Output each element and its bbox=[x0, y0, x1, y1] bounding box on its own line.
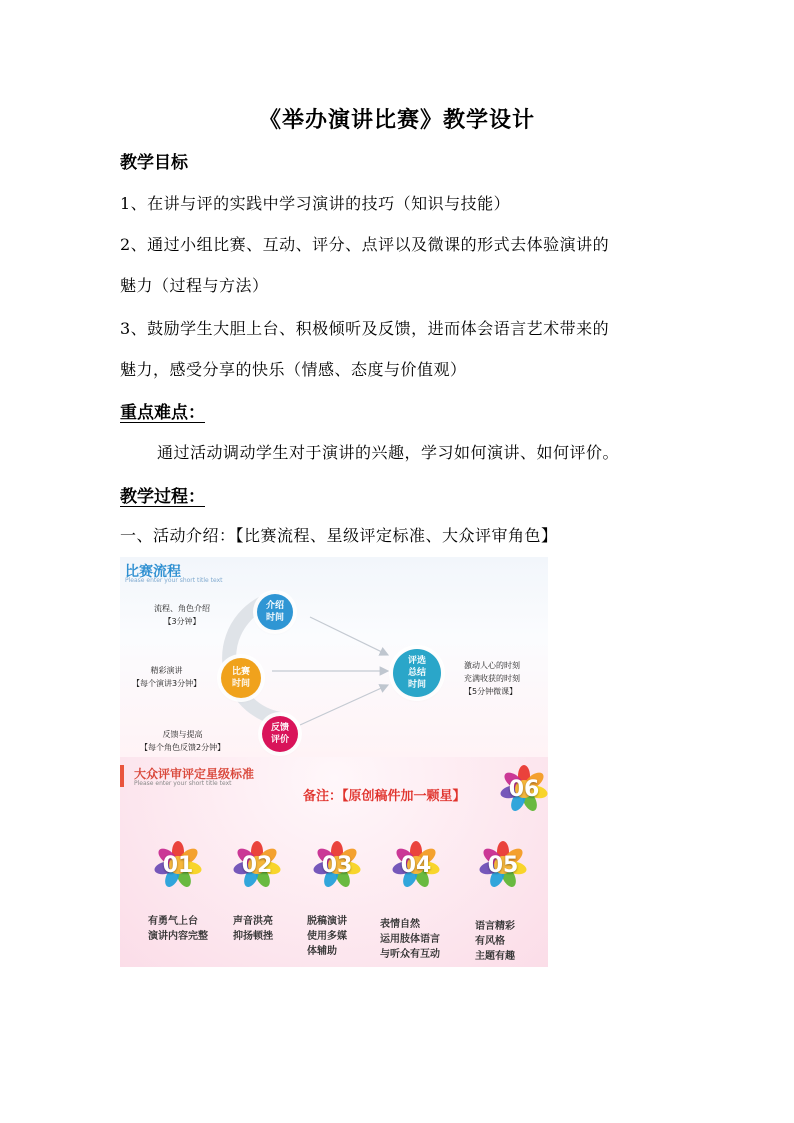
goal-line-3: 魅力（过程与方法） bbox=[120, 276, 269, 295]
goal-line-4: 3、鼓励学生大胆上台、积极倾听及反馈，进而体会语言艺术带来的 bbox=[120, 319, 610, 338]
goals-heading: 教学目标 bbox=[120, 153, 188, 173]
flow-figure-subtitle: Please enter your short title text bbox=[125, 577, 223, 584]
match-node: 比赛 时间 bbox=[221, 658, 261, 698]
flower-number: 05 bbox=[487, 852, 519, 878]
flower-icon-05 bbox=[479, 841, 527, 889]
flower-number: 04 bbox=[400, 852, 432, 878]
goal-line-5: 魅力，感受分享的快乐（情感、态度与价值观） bbox=[120, 360, 467, 379]
standard-text-01: 有勇气上台 演讲内容完整 bbox=[148, 916, 208, 942]
arrow-intro bbox=[310, 617, 388, 655]
match-label: 精彩演讲 【每个演讲3分钟】 bbox=[132, 666, 202, 688]
summary-node: 评选 总结 时间 bbox=[393, 649, 441, 697]
key-points-heading: 重点难点： bbox=[120, 403, 205, 423]
flower-number: 03 bbox=[321, 852, 353, 878]
star-figure-title: 大众评审评定星级标准 bbox=[134, 767, 255, 781]
flower-number: 06 bbox=[508, 776, 540, 802]
flow-figure bbox=[120, 557, 548, 757]
intro-label: 流程、角色介绍 【3分钟】 bbox=[154, 604, 210, 626]
standard-text-02: 声音洪亮 抑扬顿挫 bbox=[233, 916, 273, 942]
title-accent-bar bbox=[120, 765, 124, 787]
flower-icon-06 bbox=[500, 765, 548, 813]
process-heading: 教学过程： bbox=[120, 487, 205, 507]
star-figure bbox=[120, 757, 548, 967]
process-intro: 一、活动介绍：【比赛流程、星级评定标准、大众评审角色】 bbox=[120, 526, 558, 545]
flower-icon-04 bbox=[392, 841, 440, 889]
intro-node: 介绍 时间 bbox=[257, 594, 293, 630]
flower-icon-01 bbox=[154, 841, 202, 889]
goal-line-1: 1、在讲与评的实践中学习演讲的技巧（知识与技能） bbox=[120, 194, 511, 213]
flower-number: 02 bbox=[241, 852, 273, 878]
key-points-text: 通过活动调动学生对于演讲的兴趣，学习如何演讲、如何评价。 bbox=[157, 443, 620, 462]
flower-number: 01 bbox=[162, 852, 194, 878]
arrow-feedback bbox=[300, 685, 388, 725]
flow-arrows bbox=[120, 557, 548, 757]
summary-label: 激动人心的时刻 充满收获的时刻 【5分钟微课】 bbox=[464, 661, 520, 696]
goal-line-2: 2、通过小组比赛、互动、评分、点评以及微课的形式去体验演讲的 bbox=[120, 235, 610, 254]
feedback-node: 反馈 评价 bbox=[262, 716, 298, 752]
flower-icon-03 bbox=[313, 841, 361, 889]
star-figure-subtitle: Please enter your short title text bbox=[134, 780, 232, 787]
document-title: 《举办演讲比赛》教学设计 bbox=[258, 107, 535, 133]
bonus-note: 备注：【原创稿件加一颗星】 bbox=[303, 789, 466, 804]
flower-icon-02 bbox=[233, 841, 281, 889]
flow-figure-title: 比赛流程 bbox=[125, 564, 181, 580]
standard-text-03: 脱稿演讲 使用多媒 体辅助 bbox=[307, 916, 347, 957]
standard-text-04: 表情自然 运用肢体语言 与听众有互动 bbox=[380, 919, 440, 960]
standard-text-05: 语言精彩 有风格 主题有趣 bbox=[475, 921, 515, 962]
feedback-label: 反馈与提高 【每个角色反馈2分钟】 bbox=[140, 730, 226, 752]
